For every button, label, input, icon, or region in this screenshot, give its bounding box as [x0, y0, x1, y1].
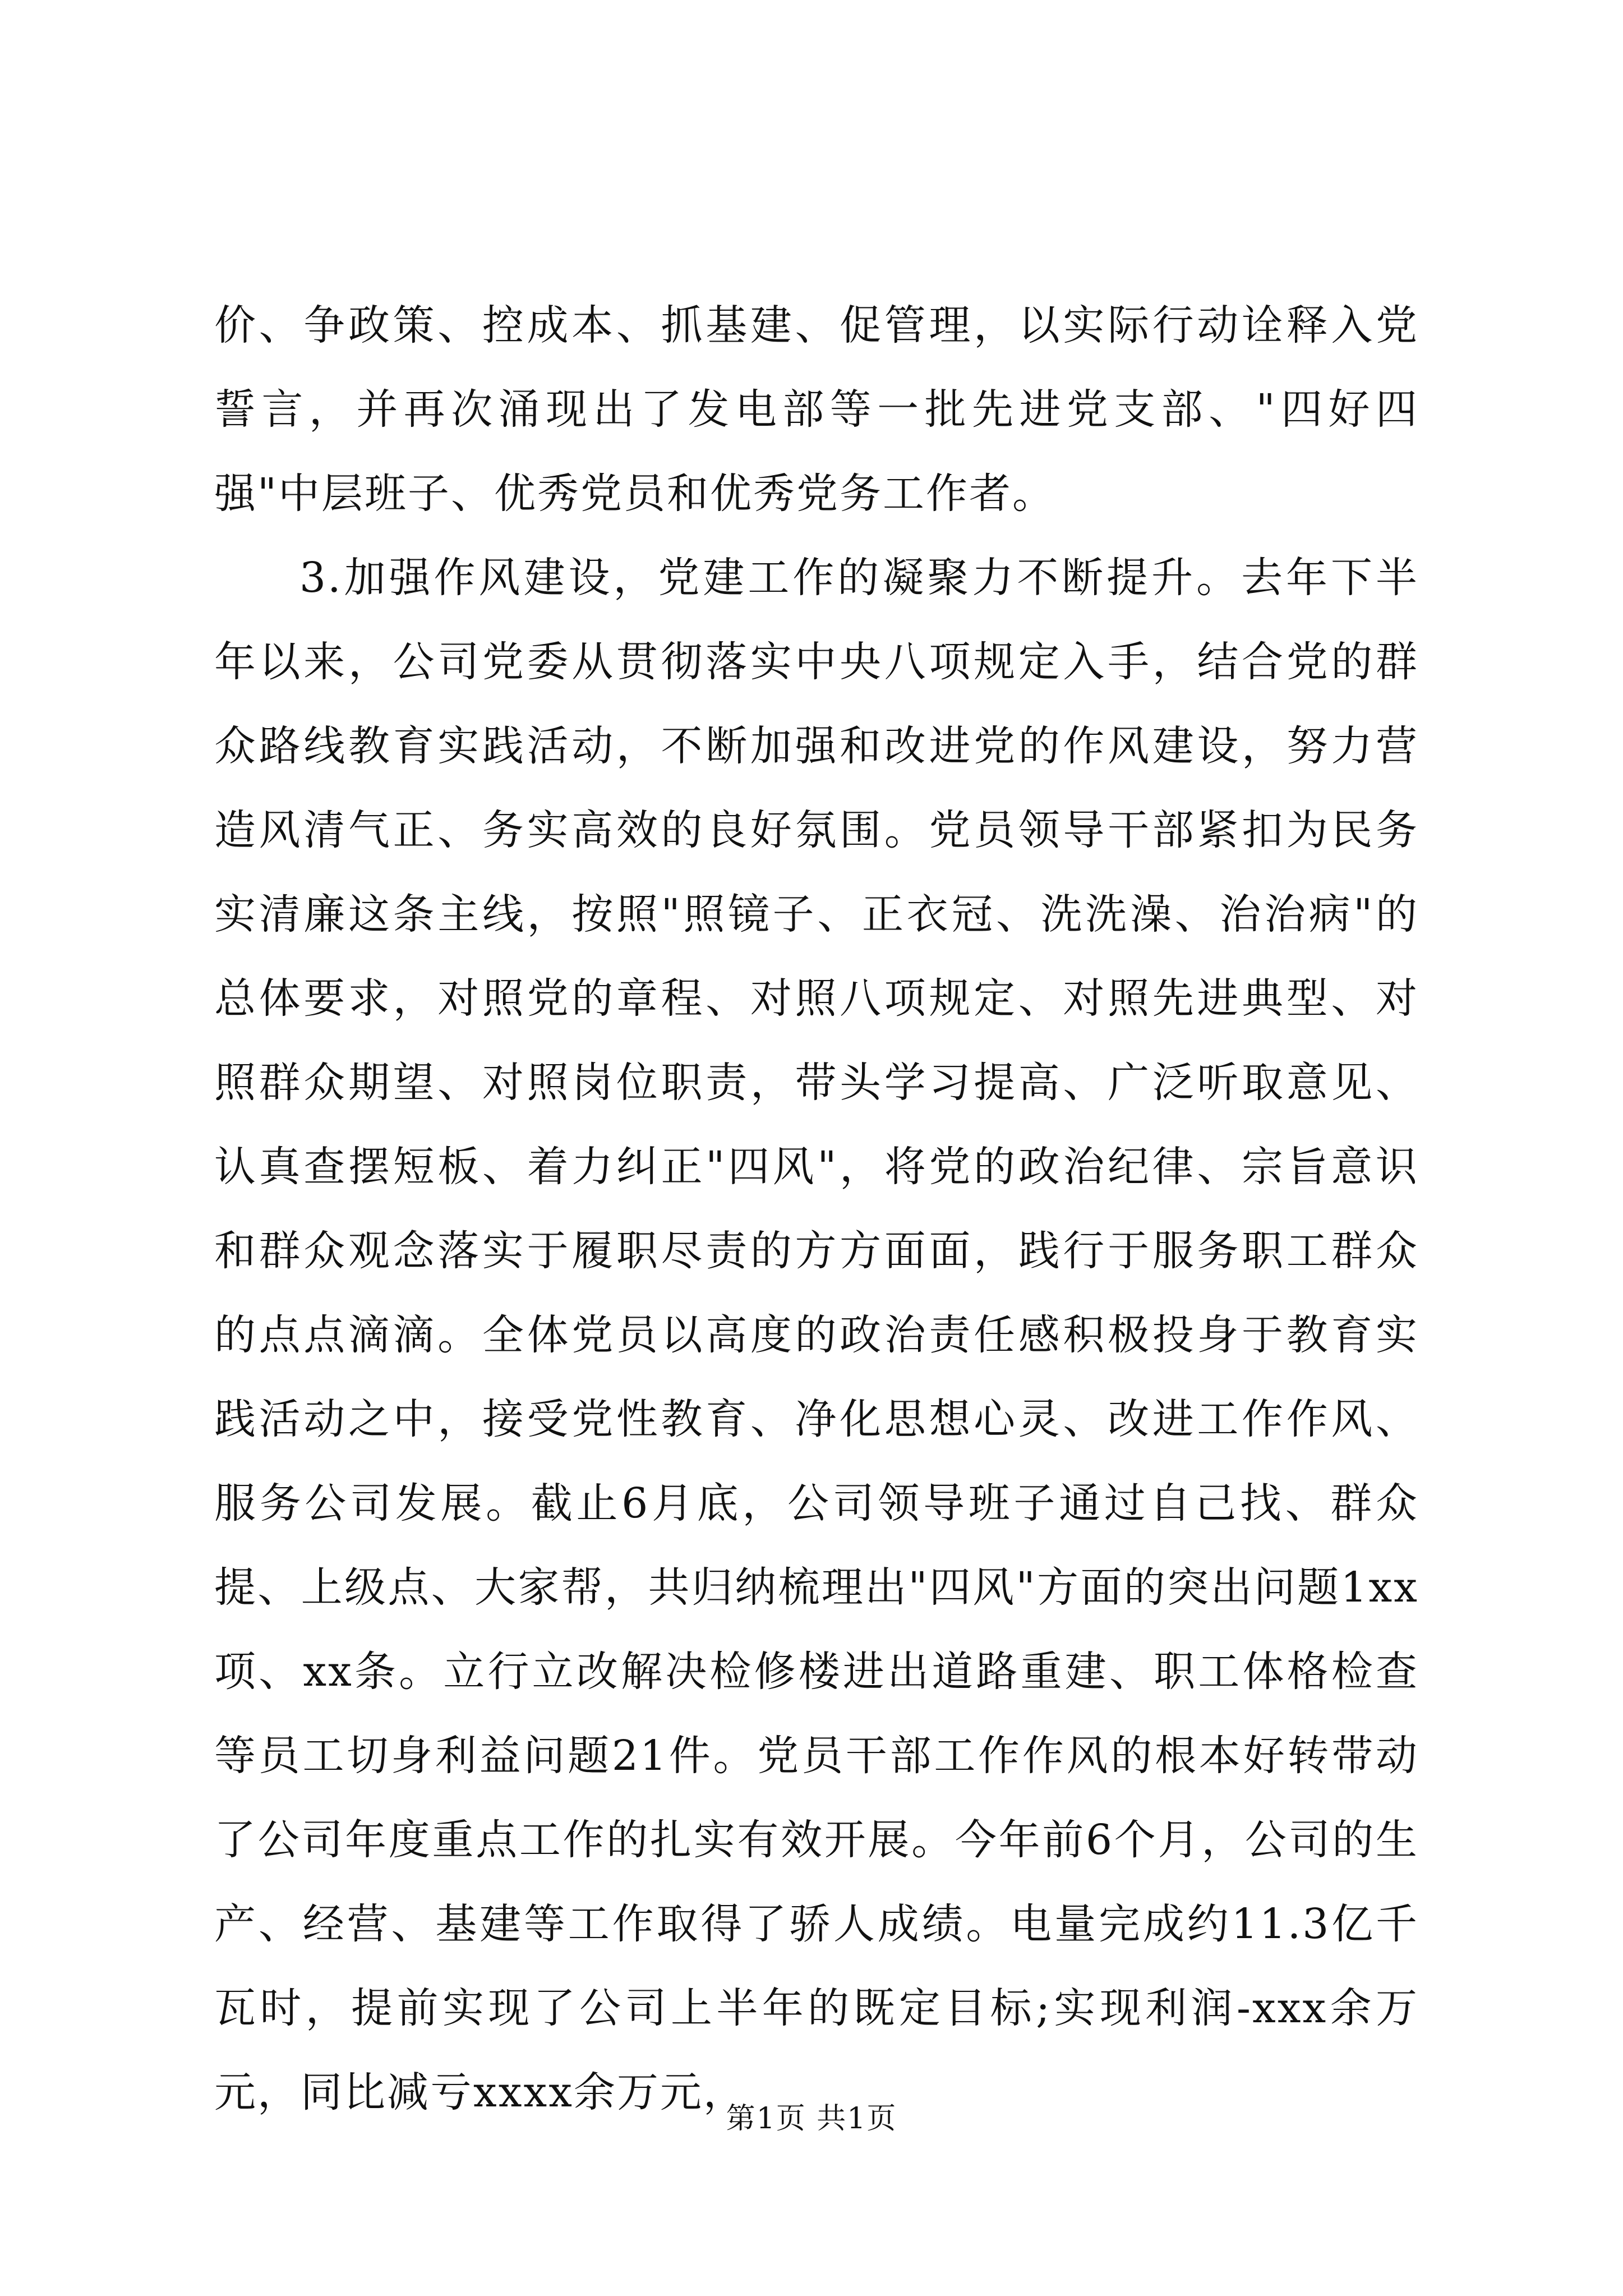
paragraph-2: 3.加强作风建设，党建工作的凝聚力不断提升。去年下半年以来，公司党委从贯彻落实中央八项规定入手，结合党的群众路线教育实践活动，不断加强和改进党的作风建设，努力营造风清气正、务实高效的良好氛围。党员领导干部紧扣为民务实清廉这条主线，按照"照镜子、正衣冠、洗洗澡、治治病"的总体要求，对照党的章程、对照八项规定、对照先进典型、对照群众期望、对照岗位职责，带头学习提高、广泛听取意见、认真查摆短板、着力纠正"四风"，将党的政治纪律、宗旨意识和群众观念落实于履职尽责的方方面面，践行于服务职工群众的点点滴滴。全体党员以高度的政治责任感积极投身于教育实践活动之中，接受党性教育、净化思想心灵、改进工作作风、服务公司发展。截止6月底，公司领导班子通过自己找、群众提、上级点、大家帮，共归纳梳理出"四风"方面的突出问题1xx项、xx条。立行立改解决检修楼进出道路重建、职工体格检查等员工切身利益问题21件。党员干部工作作风的根本好转带动了公司年度重点工作的扎实有效开展。今年前6个月，公司的生产、经营、基建等工作取得了骄人成绩。电量完成约11.3亿千瓦时，提前实现了公司上半年的既定目标;实现利润-xxx余万元，同比减亏xxxx余万元，: [214, 554, 1419, 2116]
page-footer: 第1页 共1页: [726, 2102, 897, 2136]
document-body: [214, 283, 1419, 2134]
paragraph-1: 价、争政策、控成本、抓基建、促管理，以实际行动诠释入党誓言，并再次涌现出了发电部等一批先进党支部、"四好四强"中层班子、优秀党员和优秀党务工作者。: [214, 301, 1419, 518]
